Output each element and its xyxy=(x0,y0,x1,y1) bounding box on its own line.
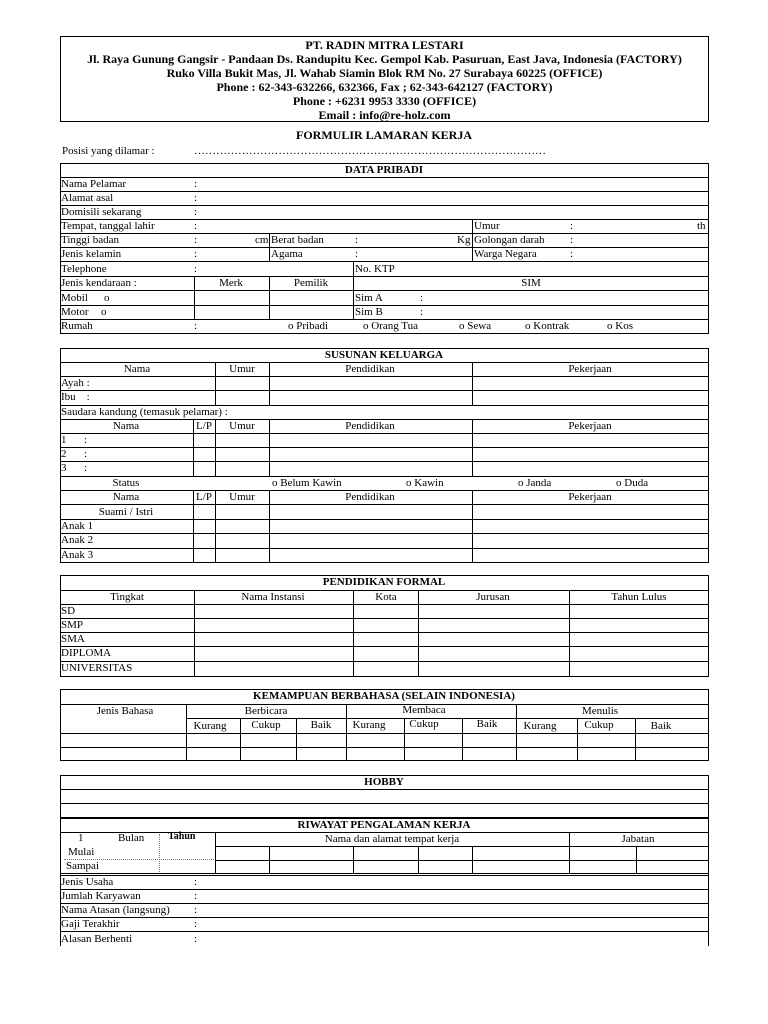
label-warga: Warga Negara xyxy=(474,248,537,260)
company-name: PT. RADIN MITRA LESTARI xyxy=(305,38,464,52)
col-nama-instansi: Nama Instansi xyxy=(241,591,305,603)
label-tinggi: Tinggi badan xyxy=(61,234,119,246)
option-duda[interactable]: o Duda xyxy=(616,477,649,489)
personal-title: DATA PRIBADI xyxy=(344,164,424,176)
label-rumah: Rumah xyxy=(61,320,93,332)
label-mobil: Mobil xyxy=(61,292,88,304)
col-nama: Nama xyxy=(123,363,151,375)
col-tingkat: Tingkat xyxy=(110,591,144,603)
label-ayah: Ayah : xyxy=(61,377,90,389)
col-pekerjaan: Pekerjaan xyxy=(568,363,612,375)
option-mobil[interactable]: o xyxy=(104,292,110,304)
label-nama-pelamar: Nama Pelamar xyxy=(61,178,127,190)
unit-kg: Kg xyxy=(457,234,471,246)
sibling-3: 3 xyxy=(61,462,67,474)
label-gaji-terakhir: Gaji Terakhir xyxy=(61,918,120,930)
label-kelamin: Jenis kelamin xyxy=(61,248,122,260)
label-ttl: Tempat, tanggal lahir xyxy=(61,220,155,232)
label-sampai: Sampai xyxy=(66,860,99,872)
label-suami-istri: Suami / Istri xyxy=(98,506,154,518)
label-motor: Motor xyxy=(61,306,89,318)
position-field[interactable]: …………………………………………………………………………………… xyxy=(194,145,546,157)
col-sim: SIM xyxy=(521,277,541,289)
office-phone: Phone : +6231 9953 3330 (OFFICE) xyxy=(292,94,477,108)
office-address: Ruko Villa Bukit Mas, Jl. Wahab Siamin Blok RM No. 27 Surabaya 60225 (OFFICE) xyxy=(166,66,603,80)
col-umur: Umur xyxy=(229,363,255,375)
option-motor[interactable]: o xyxy=(101,306,107,318)
col-pemilik: Pemilik xyxy=(293,277,329,289)
label-agama: Agama xyxy=(271,248,303,260)
form-title: FORMULIR LAMARAN KERJA xyxy=(296,128,472,142)
col-merk: Merk xyxy=(219,277,243,289)
language-title: KEMAMPUAN BERBAHASA (SELAIN INDONESIA) xyxy=(253,690,515,702)
label-mulai: Mulai xyxy=(68,846,95,858)
label-berat: Berat badan xyxy=(271,234,324,246)
label-sim-a: Sim A xyxy=(355,292,383,304)
company-email: Email : info@re-holz.com xyxy=(318,108,451,122)
label-ktp: No. KTP xyxy=(355,263,395,275)
col-pendidikan: Pendidikan xyxy=(345,363,395,375)
col-jabatan: Jabatan xyxy=(621,833,655,845)
level-sma: SMA xyxy=(61,633,85,645)
label-bulan: Bulan xyxy=(118,832,145,844)
label-umur: Umur xyxy=(474,220,500,232)
col-lp: L/P xyxy=(196,420,212,432)
sibling-2: 2 xyxy=(61,448,67,460)
sibling-1: 1 xyxy=(61,434,67,446)
col-kota: Kota xyxy=(375,591,397,603)
option-pribadi[interactable]: o Pribadi xyxy=(288,320,329,332)
work-title: RIWAYAT PENGALAMAN KERJA xyxy=(297,819,471,831)
option-belum-kawin[interactable]: o Belum Kawin xyxy=(272,477,342,489)
level-sd: SD xyxy=(61,605,76,617)
label-tahun: Tahun xyxy=(168,831,196,842)
factory-address: Jl. Raya Gunung Gangsir - Pandaan Ds. Randupitu Kec. Gempol Kab. Pasuruan, East Java, Indonesia (FACTORY) xyxy=(87,52,682,66)
col-jenis-bahasa: Jenis Bahasa xyxy=(96,705,154,717)
education-title: PENDIDIKAN FORMAL xyxy=(322,576,446,588)
group-berbicara: Berbicara xyxy=(244,705,288,717)
position-label: Posisi yang dilamar : xyxy=(62,145,155,157)
label-telephone: Telephone xyxy=(61,263,107,275)
label-kendaraan: Jenis kendaraan : xyxy=(61,277,137,289)
label-ibu: Ibu : xyxy=(61,391,90,403)
label-jumlah-karyawan: Jumlah Karyawan xyxy=(61,890,141,902)
factory-phone: Phone : 62-343-632266, 632366, Fax ; 62-343-642127 (FACTORY) xyxy=(216,80,553,94)
option-sewa[interactable]: o Sewa xyxy=(459,320,492,332)
label-golongan: Golongan darah xyxy=(474,234,545,246)
group-menulis: Menulis xyxy=(581,705,619,717)
label-jenis-usaha: Jenis Usaha xyxy=(61,876,114,888)
level-universitas: UNIVERSITAS xyxy=(61,662,133,674)
label-alasan-berhenti: Alasan Berhenti xyxy=(61,933,133,945)
label-anak-1: Anak 1 xyxy=(61,520,94,532)
label-anak-3: Anak 3 xyxy=(61,549,94,561)
col-nama-alamat: Nama dan alamat tempat kerja xyxy=(324,833,460,845)
level-diploma: DIPLOMA xyxy=(61,647,112,659)
level-smp: SMP xyxy=(61,619,84,631)
option-kontrak[interactable]: o Kontrak xyxy=(525,320,570,332)
option-kawin[interactable]: o Kawin xyxy=(406,477,444,489)
label-anak-2: Anak 2 xyxy=(61,534,94,546)
option-kos[interactable]: o Kos xyxy=(607,320,633,332)
unit-cm: cm xyxy=(255,234,269,246)
label-domisili: Domisili sekarang xyxy=(61,206,142,218)
col-jurusan: Jurusan xyxy=(476,591,510,603)
work-number: 1 xyxy=(78,832,84,844)
label-status: Status xyxy=(112,477,140,489)
hobby-title: HOBBY xyxy=(364,776,404,788)
family-title: SUSUNAN KELUARGA xyxy=(324,349,444,361)
label-nama-atasan: Nama Atasan (langsung) xyxy=(61,904,170,916)
label-sim-b: Sim B xyxy=(355,306,383,318)
option-orang-tua[interactable]: o Orang Tua xyxy=(363,320,419,332)
col-tahun-lulus: Tahun Lulus xyxy=(611,591,667,603)
option-janda[interactable]: o Janda xyxy=(518,477,552,489)
group-membaca: Membaca xyxy=(402,704,446,716)
label-saudara: Saudara kandung (temasuk pelamar) : xyxy=(61,406,228,418)
label-alamat-asal: Alamat asal xyxy=(61,192,114,204)
unit-th: th xyxy=(697,220,706,232)
